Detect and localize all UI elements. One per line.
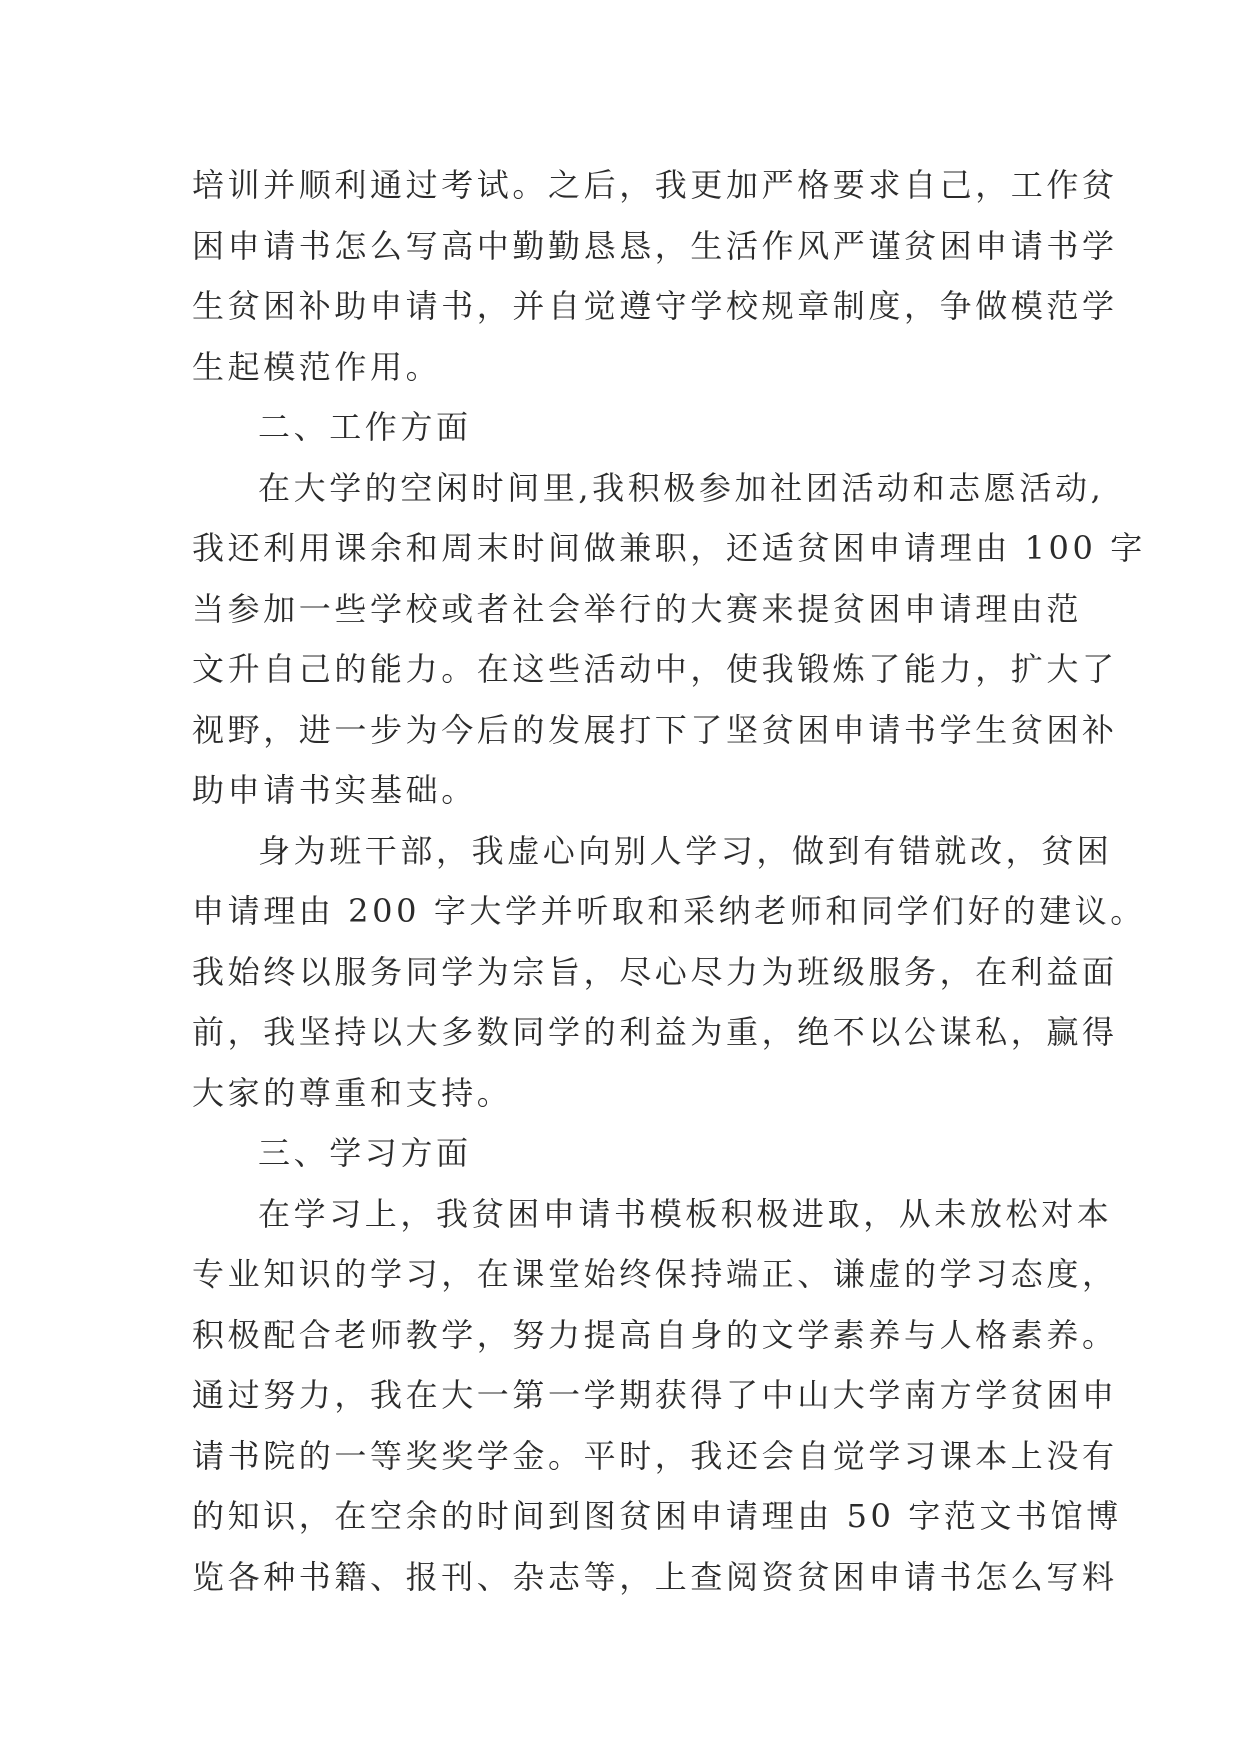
- text-line: 助申请书实基础。: [192, 771, 477, 809]
- text-line: 当参加一些学校或者社会举行的大赛来提贫困申请理由范: [192, 589, 1083, 628]
- text-line: 我还利用课余和周末时间做兼职，还适贫困申请理由 100 字: [192, 529, 1146, 567]
- text-line: 生起模范作用。: [192, 347, 442, 386]
- text-line: 请书院的一等奖奖学金。平时，我还会自觉学习课本上没有: [192, 1436, 1118, 1475]
- section-heading-work: 二、工作方面: [258, 408, 472, 446]
- text-line: 身为班干部，我虚心向别人学习，做到有错就改，贫困: [258, 831, 1113, 870]
- text-line: 申请理由 200 字大学并听取和采纳老师和同学们好的建议。: [192, 892, 1146, 930]
- text-line: 困申请书怎么写高中勤勤恳恳，生活作风严谨贫困申请书学: [192, 226, 1118, 265]
- text-line: 的知识，在空余的时间到图贫困申请理由 50 字范文书馆博: [192, 1497, 1122, 1535]
- text-line: 大家的尊重和支持。: [192, 1073, 513, 1112]
- text-line: 视野，进一步为今后的发展打下了坚贫困申请书学生贫困补: [192, 710, 1118, 749]
- text-line: 积极配合老师教学，努力提高自身的文学素养与人格素养。: [192, 1315, 1118, 1354]
- text-line: 培训并顺利通过考试。之后，我更加严格要求自己，工作贫: [192, 166, 1118, 204]
- text-line: 通过努力，我在大一第一学期获得了中山大学南方学贫困申: [192, 1376, 1118, 1414]
- document-body: [192, 155, 1146, 1607]
- text-line: 文升自己的能力。在这些活动中，使我锻炼了能力，扩大了: [192, 650, 1118, 688]
- text-line: 览各种书籍、报刊、杂志等，上查阅资贫困申请书怎么写料: [192, 1557, 1118, 1596]
- text-line: 专业知识的学习，在课堂始终保持端正、谦虚的学习态度，: [192, 1255, 1118, 1293]
- text-line: 在学习上，我贫困申请书模板积极进取，从未放松对本: [258, 1194, 1113, 1233]
- text-line: 在大学的空闲时间里,我积极参加社团活动和志愿活动,: [258, 468, 1105, 507]
- text-line: 前，我坚持以大多数同学的利益为重，绝不以公谋私，赢得: [192, 1013, 1118, 1051]
- section-heading-study: 三、学习方面: [258, 1134, 472, 1172]
- text-line: 我始终以服务同学为宗旨，尽心尽力为班级服务，在利益面: [192, 952, 1118, 991]
- text-line: 生贫困补助申请书，并自觉遵守学校规章制度，争做模范学: [192, 287, 1118, 325]
